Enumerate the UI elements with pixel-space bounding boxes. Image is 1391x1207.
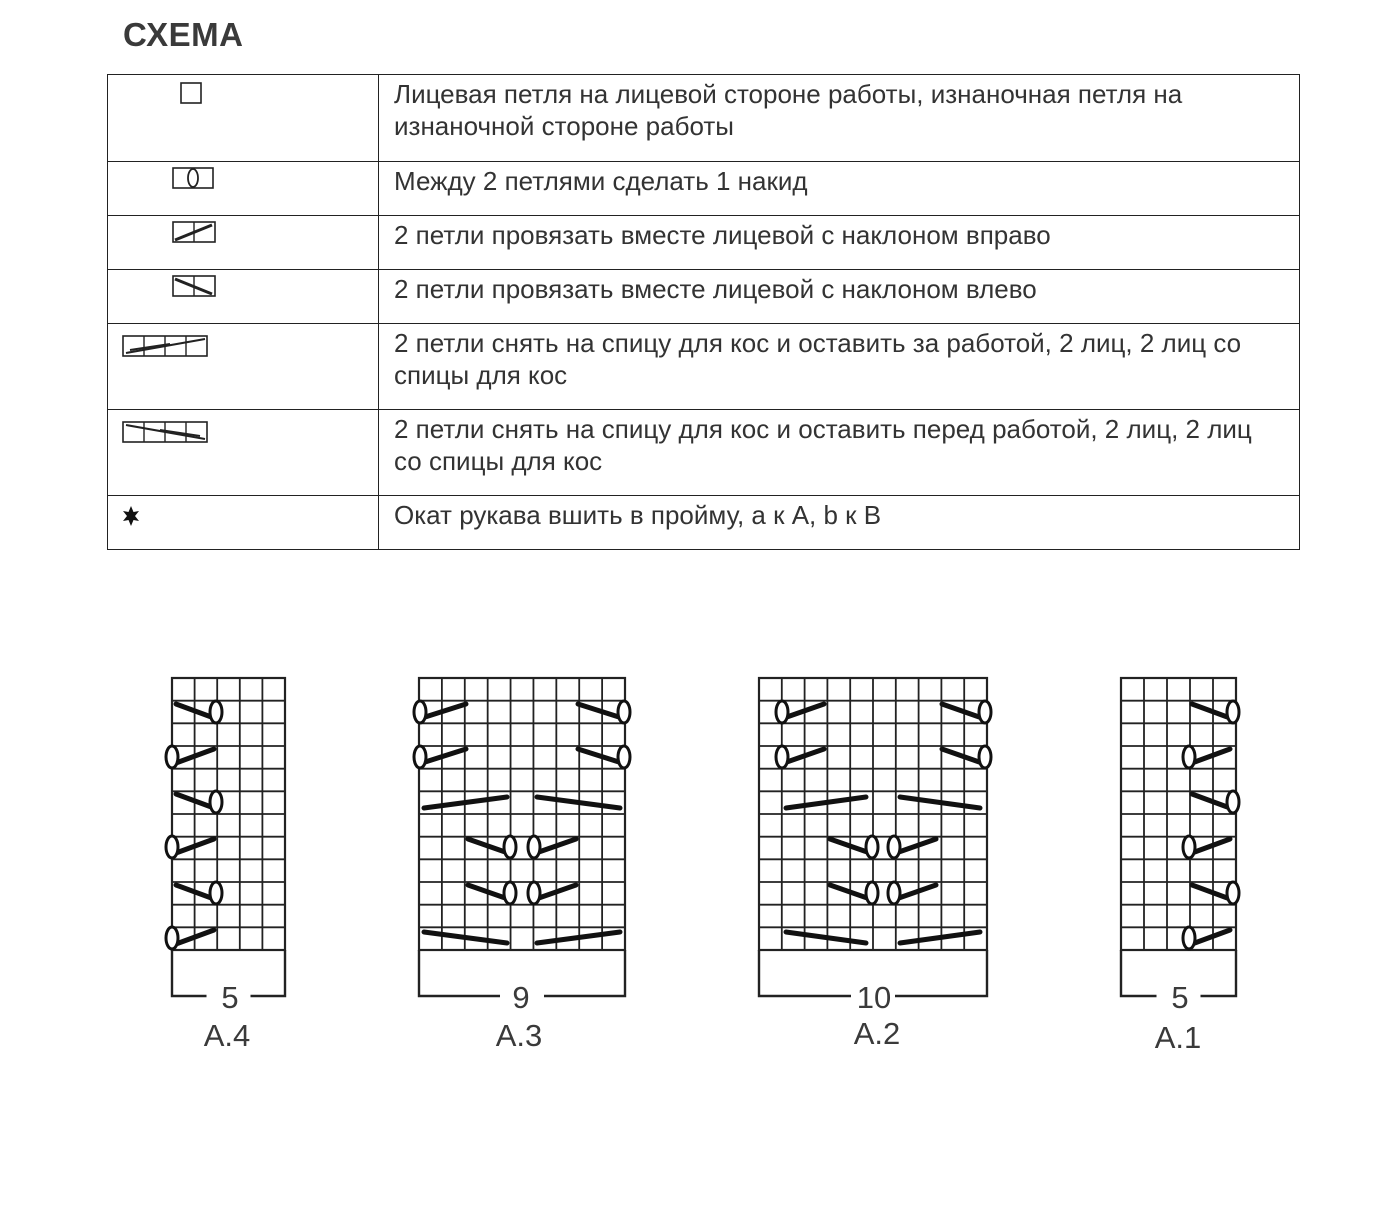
decrease-stroke [900,932,980,943]
legend-text: 2 петли провязать вместе лицевой с наклоном влево [379,270,1300,324]
chart-bracket [759,950,851,996]
legend-text: Окат рукава вшить в пройму, а к А, b к В [379,496,1300,550]
chart-bracket [1201,950,1237,996]
yarn-over-mark [776,701,788,723]
chart-label: A.3 [495,1018,543,1053]
legend-text: 2 петли провязать вместе лицевой с наклоном вправо [379,216,1300,270]
chart-bracket [419,950,500,996]
stitch-count: 10 [856,980,892,1015]
yarn-over-mark [1183,746,1195,768]
yarn-over-mark [210,701,222,723]
decrease-stroke [786,797,866,808]
chart-bracket [172,950,207,996]
chart-bracket [1121,950,1157,996]
yarn-over-mark [888,882,900,904]
chart-a1 [1121,678,1239,996]
chart-label: A.1 [1154,1020,1202,1055]
chart-bracket [544,950,625,996]
decrease-stroke [1192,704,1230,718]
yarn-over-mark [1183,836,1195,858]
decrease-stroke [1192,839,1230,853]
decrease-stroke [422,749,466,763]
legend-text: 2 петли снять на спицу для кос и оставить перед работой, 2 лиц, 2 лиц со спицы для кос [379,410,1300,496]
decrease-stroke [786,932,866,943]
stitch-count: 9 [512,980,530,1015]
yarn-over-mark [210,791,222,813]
yarn-over-mark [776,746,788,768]
chart-a3 [414,678,630,996]
yarn-over-mark [979,746,991,768]
decrease-stroke [896,885,936,899]
decrease-stroke [900,797,980,808]
yarn-over-mark [618,746,630,768]
legend-text: 2 петли снять на спицу для кос и оставить за работой, 2 лиц, 2 лиц со спицы для кос [379,324,1300,410]
chart-a4 [166,678,285,996]
yarn-over-mark [888,836,900,858]
decrease-stroke [896,839,936,853]
legend-text: Лицевая петля на лицевой стороне работы, изнаночная петля на изнаночной стороне работы [379,75,1300,162]
yarn-over-mark [166,927,178,949]
yarn-over-mark [210,882,222,904]
yarn-over-mark [1227,882,1239,904]
stitch-count: 5 [1171,980,1189,1015]
chart-a2 [759,678,991,996]
chart-bracket [251,950,286,996]
yarn-over-mark [866,882,878,904]
yarn-over-mark [504,882,516,904]
yarn-over-mark [618,701,630,723]
decrease-stroke [942,704,982,718]
decrease-stroke [1192,749,1230,763]
yarn-over-mark [979,701,991,723]
decrease-stroke [1192,794,1230,808]
yarn-over-mark [1183,927,1195,949]
chart-label: A.4 [203,1018,251,1053]
stitch-count: 5 [221,980,239,1015]
page-title: СХЕМА [123,16,244,53]
yarn-over-mark [504,836,516,858]
decrease-stroke [422,704,466,718]
decrease-stroke [1192,885,1230,899]
decrease-stroke [942,749,982,763]
yarn-over-mark [166,836,178,858]
yarn-over-mark [166,746,178,768]
yarn-over-mark [866,836,878,858]
decrease-stroke [578,704,622,718]
decrease-stroke [1192,930,1230,944]
yarn-over-mark [1227,701,1239,723]
yarn-over-mark [528,882,540,904]
legend-text: Между 2 петлями сделать 1 накид [379,162,1300,216]
yarn-over-mark [414,701,426,723]
chart-bracket [895,950,987,996]
yarn-over-mark [528,836,540,858]
yarn-over-mark [414,746,426,768]
chart-label: A.2 [853,1016,901,1051]
yarn-over-mark [1227,791,1239,813]
decrease-stroke [578,749,622,763]
